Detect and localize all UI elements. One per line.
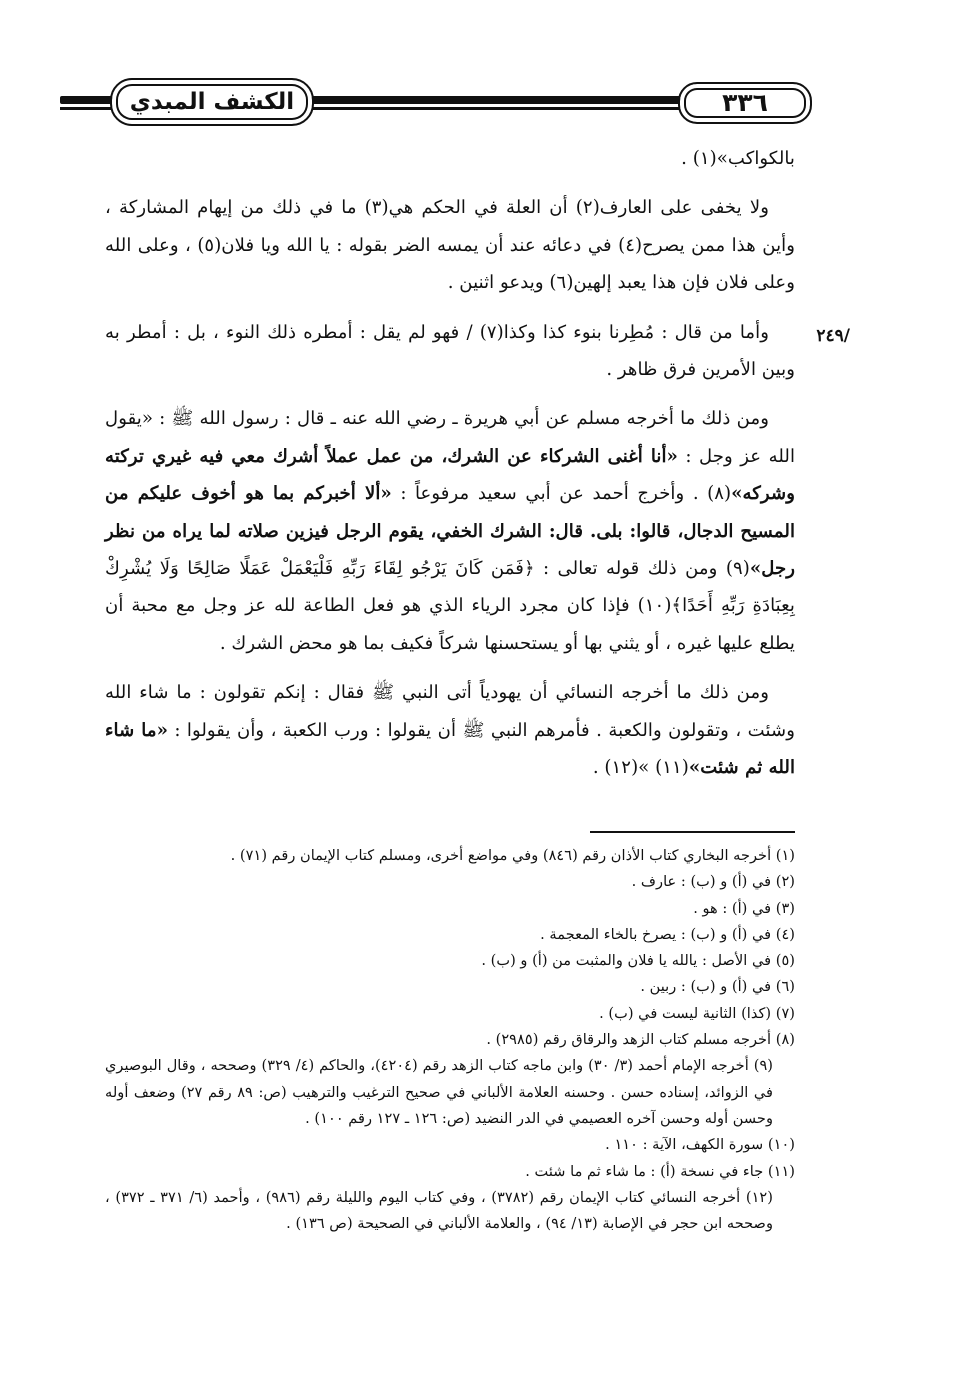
book-title: الكشف المبدي [129, 89, 295, 115]
paragraph-4 [105, 400, 795, 662]
footnote-9: (٩) أخرجه الإمام أحمد (٣/ ٣٠) وابن ماجه كتاب الزهد رقم (٤٢٠٤)، والحاكم (٤/ ٣٢٩) وصححه ، وقال البوصيري في الزوائد، إسناده حسن . وحسنه العلامة الألباني في صحيح الترغيب والترهيب (ص: ٨٩ رقم ٢٧) وضعف أوله وحسن أوله وحسن آخره العصيمي في الدر النضيد (ص: ١٢٦ ـ ١٢٧ رقم ١٠٠) . [105, 1057, 774, 1127]
main-text [105, 140, 795, 787]
page-number: ٣٣٦ [722, 88, 768, 117]
hadith-quote-2: «ألا أخبركم بما هو أخوف عليكم من المسيح الدجال، قالوا: بلى. قال: الشرك الخفي، يقوم الرجل فيزين صلاته لما يراه من نظر رجل» [105, 483, 795, 580]
paragraph-5-end: (١١) »(١٢) . [592, 757, 689, 779]
footnote-4: (٤) في (أ) و (ب) : يصرخ بالخاء المعجمة . [540, 925, 795, 943]
paragraph-3: وأما من قال : مُطِرنا بنوء كذا وكذا(٧) / فهو لم يقل : أمطره ذلك النوء ، بل : أمطر به وبين الأمرين فرق ظاهر . [105, 321, 795, 381]
margin-page-reference: ٢٤٩/ [816, 326, 850, 346]
book-title-cartouche [110, 78, 314, 126]
paragraph-4-end: (٩) ومن ذلك قوله تعالى : ﴿فَمَن كَانَ يَرْجُو لِقَاءَ رَبِّهِ فَلْيَعْمَلْ عَمَلًا صَالِحًا وَلَا يُشْرِكْ بِعِبَادَةِ رَبِّهِ أَحَدًا﴾(١٠) فإذا كان مجرد الرياء الذي هو فعل الطاعة لله عز وجل مع محبة أن يطلع عليها غيره ، أو يثني بها أو يستحسنها شركاً فكيف بما هو محض الشرك . [105, 558, 795, 654]
paragraph-4-mid: (٨) . وأخرج أحمد عن أبي سعيد مرفوعاً : [391, 483, 732, 505]
footnote-7: (٧) (كذا) الثانية ليست في (ب) . [599, 1004, 795, 1022]
paragraph-4-intro: ومن ذلك ما أخرجه مسلم عن أبي هريرة ـ رضي الله عنه ـ قال : رسول الله ﷺ : «يقول الله عز وجل : [105, 408, 795, 467]
paragraph-2: ولا يخفى على العارف(٢) أن العلة في الحكم هي(٣) ما في ذلك من إيهام المشاركة ، وأين هذا ممن يصرح(٤) في دعائه عند أن يمسه الضر بقوله : يا الله ويا فلان(٥) ، وعلى الله وعلى فلان فإن هذا يعبد إلهين(٦) ويدعو اثنين . [105, 197, 795, 294]
footnote-10: (١٠) سورة الكهف، الآية : ١١٠ . [605, 1136, 795, 1154]
hadith-quote-1: «أنا أغنى الشركاء عن الشرك، من عمل عملاً أشرك معي فيه غيري تركته وشركه» [105, 445, 795, 505]
footnote-6: (٦) في (أ) و (ب) : ربين . [640, 978, 795, 996]
hadith-quote-3: «ما شاء الله ثم شئت» [105, 719, 795, 779]
footnotes [105, 843, 795, 1237]
footnote-1: (١) أخرجه البخاري كتاب الأذان رقم (٨٤٦) وفي مواضع أخرى، ومسلم كتاب الإيمان رقم (٧١) . [230, 847, 795, 864]
page-number-cartouche [678, 82, 812, 124]
footnote-2: (٢) في (أ) و (ب) : عارف . [631, 873, 795, 891]
running-header [60, 72, 796, 136]
paragraph-1: بالكواكب»(١) . [681, 148, 795, 169]
paragraph-5-intro: ومن ذلك ما أخرجه النسائي أن يهودياً أتى النبي ﷺ فقال : إنكم تقولون : ما شاء الله وشئت ، وتقولون والكعبة . فأمرهم النبي ﷺ أن يقولوا : ورب الكعبة ، وأن يقولوا : [105, 682, 795, 741]
footnote-5: (٥) في الأصل : يالله يا فلان والمثبت من (أ) و (ب) . [481, 952, 795, 970]
paragraph-5 [105, 674, 795, 786]
footnote-8: (٨) أخرجه مسلم كتاب الزهد والرقاق رقم (٢٩٨٥) . [486, 1031, 795, 1049]
footnote-11: (١١) جاء في نسخة (أ) : ما شاء ثم ما شئت . [525, 1162, 795, 1180]
footnote-12: (١٢) أخرجه النسائي كتاب الإيمان رقم (٣٧٨٢) ، وفي كتاب اليوم والليلة رقم (٩٨٦) ، وأحمد (٦/ ٣٧١ ـ ٣٧٢) ، وصححه ابن حجر في الإصابة (١٣/ ٩٤) ، والعلامة الألباني في الصحيحة (ص ١٣٦) . [105, 1188, 773, 1233]
footnote-3: (٣) في (أ) : هو . [693, 899, 795, 917]
footnote-separator [590, 831, 795, 833]
